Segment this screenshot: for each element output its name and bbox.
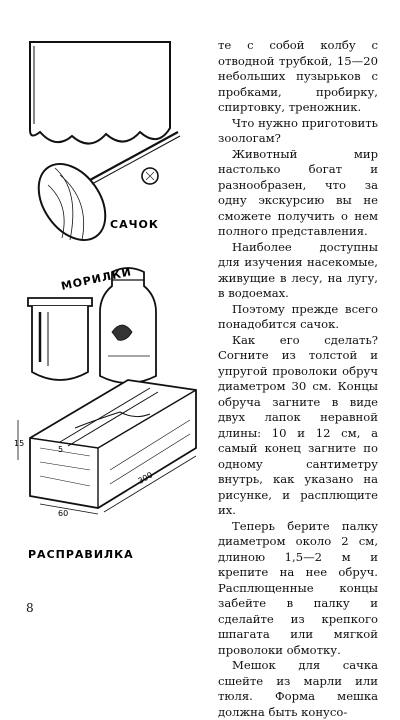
label-jars: МОРИЛКИ bbox=[59, 265, 133, 293]
paragraph: Теперь берите палку диаметром около 2 см, длиною 1,5—2 м и крепите на нее обруч. Расплющенные концы забейте в палку и сделайте из крепкого шпагата или мягкой проволоки обмотку. bbox=[218, 518, 378, 657]
net-bag-drawing bbox=[30, 42, 170, 144]
dim-60: 60 bbox=[58, 509, 69, 518]
paragraph: Животный мир настолько богат и разнообразен, что за одну экскурсию вы не сможете получить о нем полного представления. bbox=[218, 146, 378, 238]
page-number: 8 bbox=[26, 601, 34, 615]
net-hoop-drawing bbox=[25, 132, 180, 252]
paragraph: Мешок для сачка сшейте из марли или тюля. Форма мешка должна быть конусо- bbox=[218, 658, 378, 719]
label-net: САЧОК bbox=[110, 218, 159, 231]
dim-300: 300 bbox=[136, 470, 155, 486]
illustration bbox=[0, 0, 210, 644]
dim-5: 5 bbox=[58, 445, 64, 454]
paragraph: те с собой колбу с отводной трубкой, 15—20 небольших пузырьков с пробками, пробирку, спиртовку, треножник. bbox=[218, 38, 378, 114]
body-text bbox=[218, 38, 378, 720]
paragraph: Наиболее доступны для изучения насекомые, живущие в лесу, на лугу, в водоемах. bbox=[218, 239, 378, 300]
paragraph: Что нужно приготовить зоологам? bbox=[218, 115, 378, 145]
dim-15: 15 bbox=[14, 439, 25, 448]
paragraph: Как его сделать? Согните из толстой и упругой проволоки обруч диаметром 30 см. Концы обруча загните в виде двух лапок неравной длины: 10 и 12 см, а самый конец загните по одному сантиметру внутрь, как указано на рисунке, и расплющите их. bbox=[218, 332, 378, 517]
label-board: РАСПРАВИЛКА bbox=[28, 548, 134, 561]
paragraph: Поэтому прежде всего понадобится сачок. bbox=[218, 301, 378, 331]
spreading-board-drawing bbox=[18, 380, 196, 514]
